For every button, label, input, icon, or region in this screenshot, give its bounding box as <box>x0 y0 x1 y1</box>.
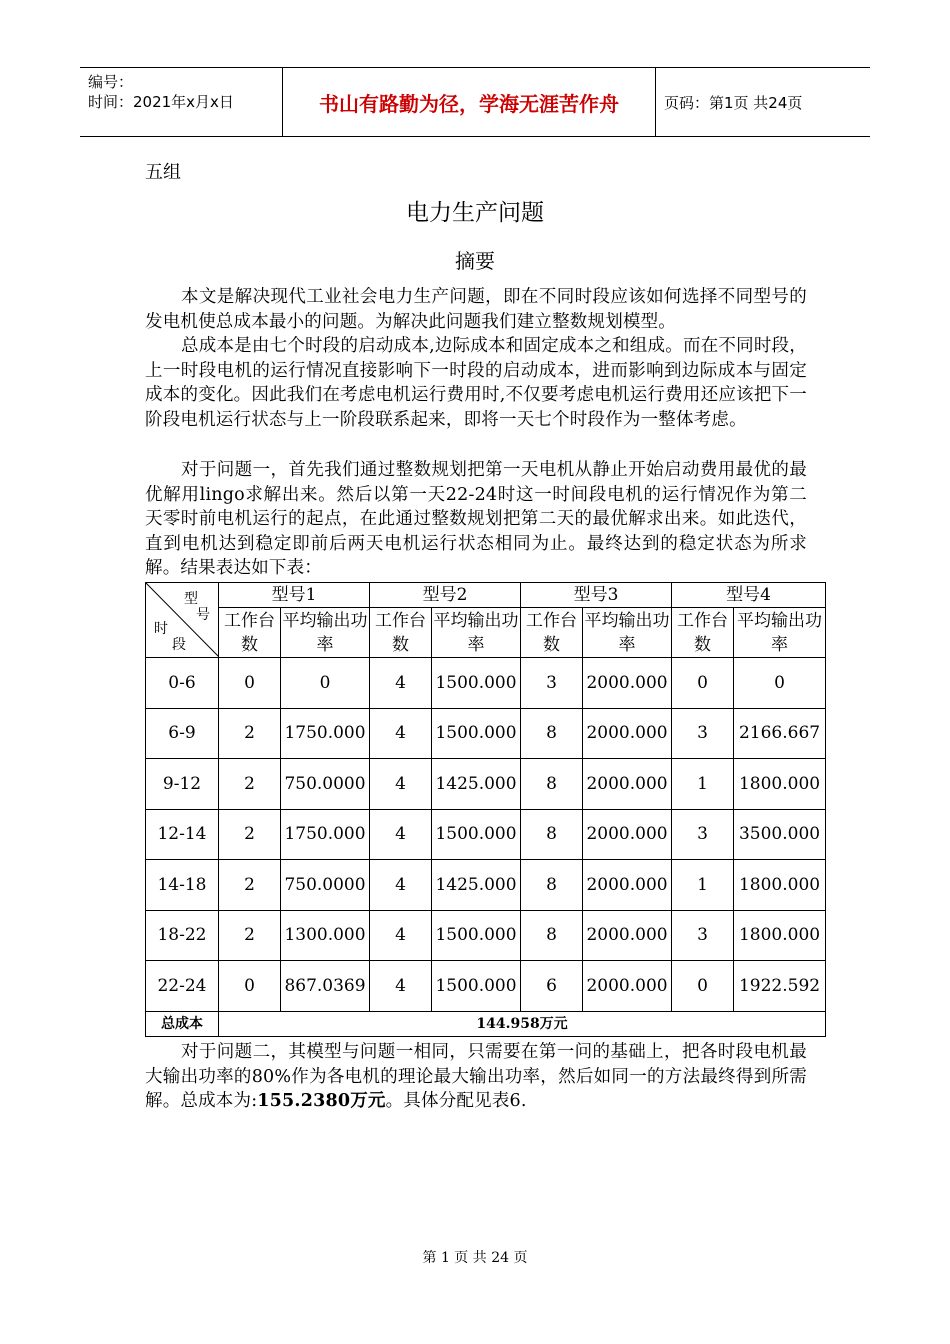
table-row <box>146 860 826 911</box>
value-cell: 2000.000 <box>583 708 672 759</box>
value-cell: 4 <box>370 658 432 709</box>
model-header: 型号3 <box>521 583 672 608</box>
value-cell: 1750.000 <box>281 809 370 860</box>
total-value: 144.958万元 <box>219 1011 826 1036</box>
period-cell: 12-14 <box>146 809 219 860</box>
table-header-row <box>146 583 826 608</box>
value-cell: 8 <box>521 809 583 860</box>
value-cell: 0 <box>219 658 281 709</box>
corner-label-top-2: 号 <box>196 607 210 623</box>
table-row <box>146 759 826 810</box>
period-cell: 9-12 <box>146 759 219 810</box>
model-header: 型号2 <box>370 583 521 608</box>
value-cell: 1500.000 <box>432 658 521 709</box>
period-cell: 22-24 <box>146 961 219 1012</box>
value-cell: 1800.000 <box>734 860 826 911</box>
value-cell: 4 <box>370 708 432 759</box>
value-cell: 3500.000 <box>734 809 826 860</box>
value-cell: 1 <box>672 860 734 911</box>
table-row <box>146 658 826 709</box>
subheader-rate: 平均输出功率 <box>583 608 672 658</box>
value-cell: 2000.000 <box>583 809 672 860</box>
header-motto: 书山有路勤为径，学海无涯苦作舟 <box>282 68 656 136</box>
value-cell: 1 <box>672 759 734 810</box>
value-cell: 6 <box>521 961 583 1012</box>
time-label: 时间：2021年x月x日 <box>88 93 234 111</box>
corner-label-bottom-1: 时 <box>154 621 168 637</box>
closing-text: 对于问题二，其模型与问题一相同，只需要在第一问的基础上，把各时段电机最大输出功率的80%作为各电机的理论最大输出功率，然后如同一的方法最终得到所需解。总成本为: <box>145 1042 807 1111</box>
value-cell: 1800.000 <box>734 910 826 961</box>
value-cell: 2 <box>219 809 281 860</box>
value-cell: 1750.000 <box>281 708 370 759</box>
value-cell: 4 <box>370 910 432 961</box>
table-row <box>146 708 826 759</box>
value-cell: 2166.667 <box>734 708 826 759</box>
table-row <box>146 910 826 961</box>
value-cell: 3 <box>672 910 734 961</box>
subheader-count: 工作台数 <box>370 608 432 658</box>
value-cell: 1500.000 <box>432 910 521 961</box>
value-cell: 2000.000 <box>583 658 672 709</box>
value-cell: 0 <box>219 961 281 1012</box>
value-cell: 1922.592 <box>734 961 826 1012</box>
value-cell: 1300.000 <box>281 910 370 961</box>
closing-paragraph <box>145 1040 807 1114</box>
value-cell: 0 <box>734 658 826 709</box>
table-body <box>146 658 826 1012</box>
value-cell: 0 <box>672 961 734 1012</box>
value-cell: 750.0000 <box>281 860 370 911</box>
results-table <box>145 582 826 1037</box>
value-cell: 1425.000 <box>432 860 521 911</box>
value-cell: 4 <box>370 961 432 1012</box>
value-cell: 2 <box>219 860 281 911</box>
value-cell: 3 <box>521 658 583 709</box>
total-row <box>146 1011 826 1036</box>
table-row <box>146 961 826 1012</box>
page-header <box>80 67 870 137</box>
header-meta <box>80 68 280 136</box>
value-cell: 4 <box>370 759 432 810</box>
value-cell: 2000.000 <box>583 860 672 911</box>
value-cell: 8 <box>521 860 583 911</box>
value-cell: 0 <box>672 658 734 709</box>
document-title: 电力生产问题 <box>406 200 544 226</box>
value-cell: 3 <box>672 708 734 759</box>
group-label: 五组 <box>145 162 181 183</box>
subheader-rate: 平均输出功率 <box>432 608 521 658</box>
paragraph-2: 总成本是由七个时段的启动成本,边际成本和固定成本之和组成。而在不同时段，上一时段电机的运行情况直接影响下一时段的启动成本，进而影响到边际成本与固定成本的变化。因此我们在考虑电机运行费用时,不仅要考虑电机运行费用还应该把下一阶段电机运行状态与上一阶段联系起来，即将一天七个时段作为一整体考虑。 <box>145 336 807 430</box>
subheader-rate: 平均输出功率 <box>281 608 370 658</box>
table-row <box>146 809 826 860</box>
paragraph-1: 本文是解决现代工业社会电力生产问题，即在不同时段应该如何选择不同型号的发电机使总成本最小的问题。为解决此问题我们建立整数规划模型。 <box>145 287 807 332</box>
corner-cell <box>146 583 219 658</box>
value-cell: 3 <box>672 809 734 860</box>
value-cell: 2 <box>219 910 281 961</box>
value-cell: 2 <box>219 759 281 810</box>
model-header: 型号4 <box>672 583 826 608</box>
value-cell: 750.0000 <box>281 759 370 810</box>
value-cell: 4 <box>370 860 432 911</box>
period-cell: 18-22 <box>146 910 219 961</box>
period-cell: 0-6 <box>146 658 219 709</box>
table-subheader-row <box>146 608 826 658</box>
value-cell: 4 <box>370 809 432 860</box>
value-cell: 867.0369 <box>281 961 370 1012</box>
value-cell: 2 <box>219 708 281 759</box>
value-cell: 8 <box>521 910 583 961</box>
value-cell: 2000.000 <box>583 961 672 1012</box>
page-footer: 第 1 页 共 24 页 <box>422 1250 528 1266</box>
abstract-heading: 摘要 <box>455 249 495 273</box>
value-cell: 2000.000 <box>583 910 672 961</box>
model-header: 型号1 <box>219 583 370 608</box>
value-cell: 2000.000 <box>583 759 672 810</box>
header-page-label: 页码：第1页 共24页 <box>664 93 803 112</box>
subheader-count: 工作台数 <box>672 608 734 658</box>
value-cell: 1800.000 <box>734 759 826 810</box>
closing-tail: 。具体分配见表6. <box>385 1091 527 1111</box>
corner-label-bottom-2: 段 <box>172 637 186 653</box>
subheader-count: 工作台数 <box>219 608 281 658</box>
period-cell: 14-18 <box>146 860 219 911</box>
corner-label-top-1: 型 <box>184 591 198 607</box>
period-cell: 6-9 <box>146 708 219 759</box>
value-cell: 8 <box>521 759 583 810</box>
number-label: 编号： <box>88 73 134 91</box>
value-cell: 1500.000 <box>432 809 521 860</box>
paragraph-3: 对于问题一，首先我们通过整数规划把第一天电机从静止开始启动费用最优的最优解用lingo求解出来。然后以第一天22-24时这一时间段电机的运行情况作为第二天零时前电机运行的起点，在此通过整数规划把第二天的最优解求出来。如此迭代，直到电机达到稳定即前后两天电机运行状态相同为止。最终达到的稳定状态为所求解。结果表达如下表： <box>145 460 807 578</box>
total-label: 总成本 <box>146 1011 219 1036</box>
subheader-count: 工作台数 <box>521 608 583 658</box>
value-cell: 1500.000 <box>432 961 521 1012</box>
value-cell: 1425.000 <box>432 759 521 810</box>
value-cell: 1500.000 <box>432 708 521 759</box>
value-cell: 0 <box>281 658 370 709</box>
closing-total: 155.2380万元 <box>257 1091 386 1111</box>
subheader-rate: 平均输出功率 <box>734 608 826 658</box>
value-cell: 8 <box>521 708 583 759</box>
